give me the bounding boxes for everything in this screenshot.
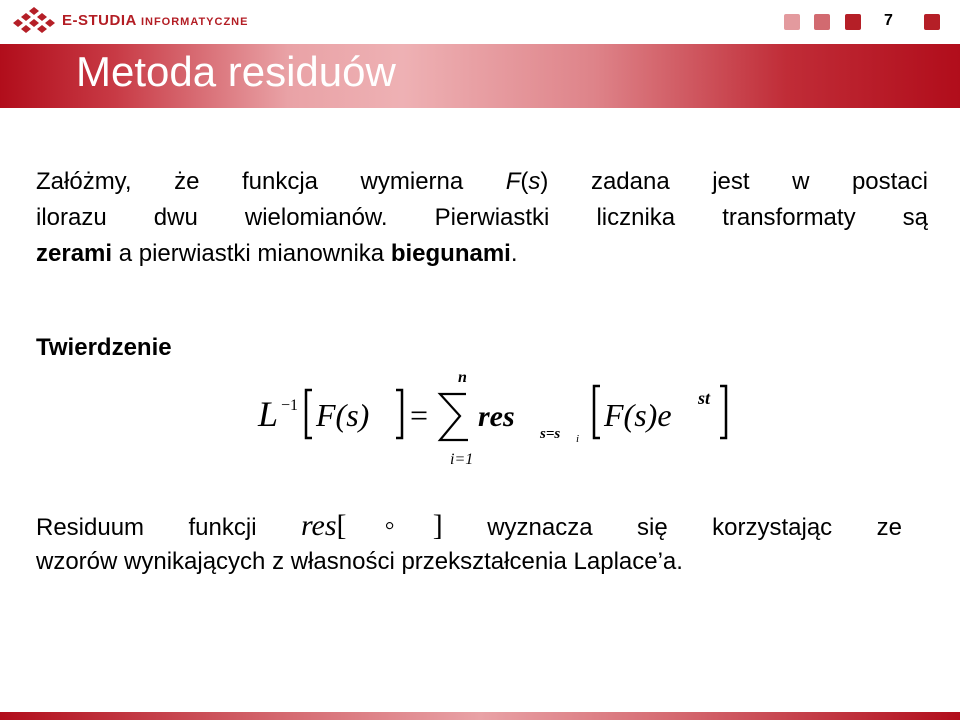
res-symbol: res xyxy=(300,509,337,542)
intro-paragraph xyxy=(36,164,928,272)
formula-res-sub-i: i xyxy=(576,433,580,445)
formula-res: res xyxy=(478,400,515,433)
nav-square-1 xyxy=(784,14,800,30)
intro-line-1: Załóżmy, że funkcja wymierna F(s) zadana jest w postaci xyxy=(36,168,928,195)
nav-square-3 xyxy=(845,14,861,30)
formula-lhs-arg: F(s) xyxy=(316,397,370,433)
formula-rhs-arg: F(s)e xyxy=(604,397,672,433)
slide-number: 7 xyxy=(884,12,893,29)
intro-line-2: ilorazu dwu wielomianów. Pierwiastki licznika transformaty są xyxy=(36,204,928,231)
bottom-bar xyxy=(0,712,960,720)
sum-sign xyxy=(440,394,468,440)
sum-lower: i=1 xyxy=(450,451,474,468)
theorem-formula xyxy=(250,364,750,474)
formula-res-sub: s=s xyxy=(540,426,561,442)
residue-paragraph xyxy=(36,508,902,580)
formula-equals: = xyxy=(410,397,429,433)
theorem-heading: Twierdzenie xyxy=(36,334,172,361)
formula-L: L xyxy=(258,394,279,434)
bracket-left-2 xyxy=(594,386,600,438)
estudia-logo-icon xyxy=(12,6,56,36)
sum-upper: n xyxy=(458,369,467,386)
res-bracket: [◦] xyxy=(336,509,443,542)
bracket-left-1 xyxy=(306,390,312,438)
bracket-right-1 xyxy=(396,390,402,438)
bracket-right-2 xyxy=(720,386,726,438)
formula-exponent: st xyxy=(698,388,711,408)
residue-line-2: wzorów wynikających z własności przekształcenia Laplace’a. xyxy=(36,548,683,575)
brand-main: E-STUDIA xyxy=(62,12,137,29)
intro-line-3: zerami a pierwiastki mianownika biegunami. xyxy=(36,240,518,267)
nav-square-2 xyxy=(814,14,830,30)
brand-sub: INFORMATYCZNE xyxy=(140,16,249,28)
nav-square-4 xyxy=(924,14,940,30)
residue-line-1: Residuum funkcji res[◦] wyznacza się korzystając ze xyxy=(36,509,902,542)
slide-title: Metoda residuów xyxy=(76,48,396,95)
formula-inverse: −1 xyxy=(281,397,299,414)
brand-name xyxy=(62,12,248,29)
